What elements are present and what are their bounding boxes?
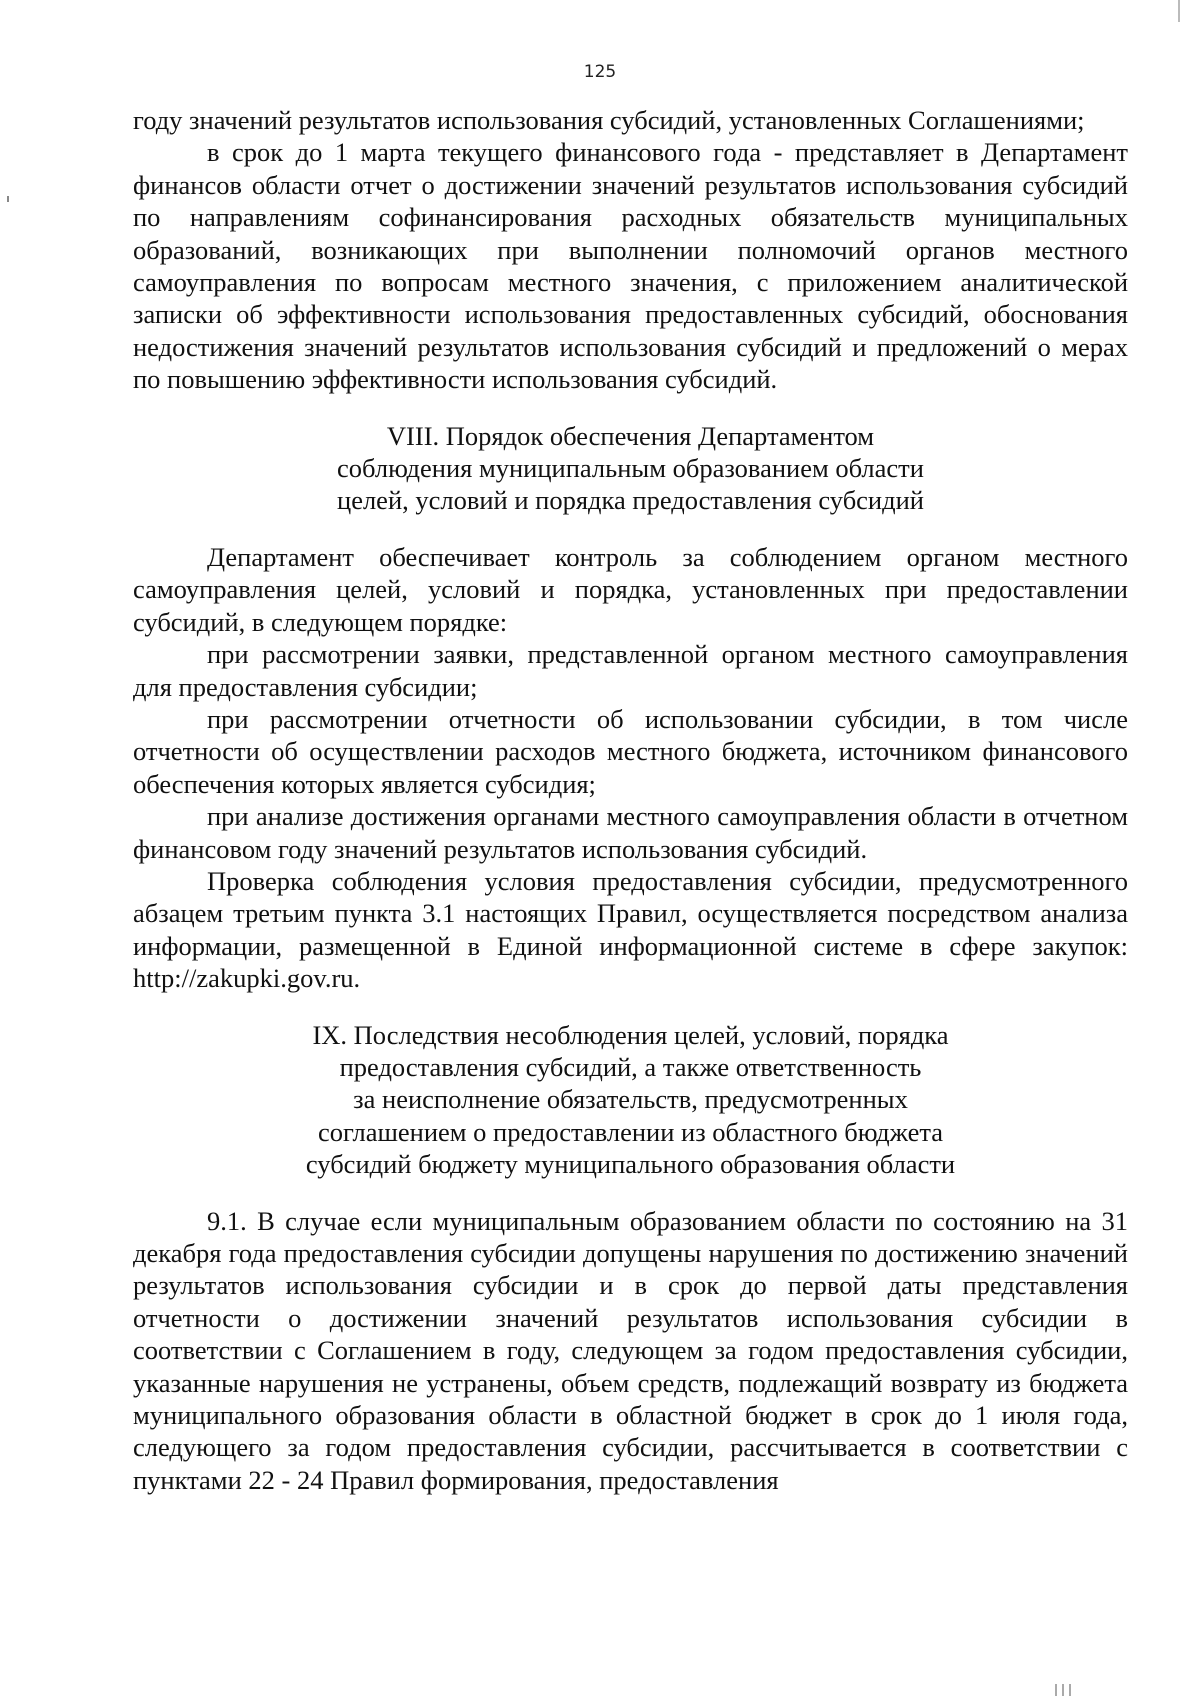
heading-line: субсидий бюджету муниципального образования области [305, 1149, 956, 1180]
heading-line: IX. Последствия несоблюдения целей, условий, порядка [312, 1019, 949, 1050]
paragraph: Проверка соблюдения условия предоставления субсидии, предусмотренного абзацем третьим пункта 3.1 настоящих Правил, осуществляется посредством анализа информации, размещенной в Единой информационной системе в сфере закупок: http://zakupki.gov.ru. [133, 865, 1128, 994]
paragraph: году значений результатов использования субсидий, установленных Соглашениями; [133, 105, 1085, 135]
heading-line: VIII. Порядок обеспечения Департаментом [386, 420, 875, 451]
document-body [133, 104, 1128, 1496]
scan-edge-mark [7, 196, 9, 202]
heading-line: предоставления субсидий, а также ответственность [339, 1051, 922, 1082]
paragraph: при рассмотрении отчетности об использовании субсидии, в том числе отчетности об осуществлении расходов местного бюджета, источником финансового обеспечения которых является субсидия; [133, 703, 1128, 799]
scan-edge-mark [1178, 0, 1180, 22]
heading-line: соблюдения муниципальным образованием области [337, 453, 924, 484]
section-heading-viii [133, 420, 1128, 517]
heading-line: за неисполнение обязательств, предусмотренных [353, 1084, 908, 1115]
heading-line: целей, условий и порядка предоставления субсидий [337, 485, 924, 516]
paragraph: 9.1. В случае если муниципальным образованием области по состоянию на 31 декабря года предоставления субсидии допущены нарушения по достижению значений результатов использования субсидии и в срок до первой даты представления отчетности о достижении значений результатов использования субсидии в соответствии с Соглашением в году, следующем за годом предоставления субсидии, указанные нарушения не устранены, объем средств, подлежащий возврату из бюджета муниципального образования области в областной бюджет в срок до 1 июля года, следующего за годом предоставления субсидии, рассчитывается в соответствии с пунктами 22 - 24 Правил формирования, предоставления [133, 1205, 1128, 1495]
paragraph: в срок до 1 марта текущего финансового года - представляет в Департамент финансов области отчет о достижении значений результатов использования субсидий по направлениям софинансирования расходных обязательств муниципальных образований, возникающих при выполнении полномочий органов местного самоуправления по вопросам местного значения, с приложением аналитической записки об эффективности использования предоставленных субсидий, обоснования недостижения значений результатов использования субсидий и предложений о мерах по повышению эффективности использования субсидий. [133, 137, 1128, 395]
section-heading-ix [133, 1019, 1128, 1181]
page-number: 125 [583, 62, 617, 82]
paragraph: при анализе достижения органами местного самоуправления области в отчетном финансовом году значений результатов использования субсидий. [133, 801, 1128, 864]
scan-edge-mark [1055, 1683, 1095, 1697]
paragraph: Департамент обеспечивает контроль за соблюдением органом местного самоуправления целей, условий и порядка, установленных при предоставлении субсидий, в следующем порядке: [133, 541, 1128, 637]
heading-line: соглашением о предоставлении из областного бюджета [317, 1116, 944, 1147]
paragraph: при рассмотрении заявки, представленной органом местного самоуправления для предоставления субсидии; [133, 639, 1128, 702]
